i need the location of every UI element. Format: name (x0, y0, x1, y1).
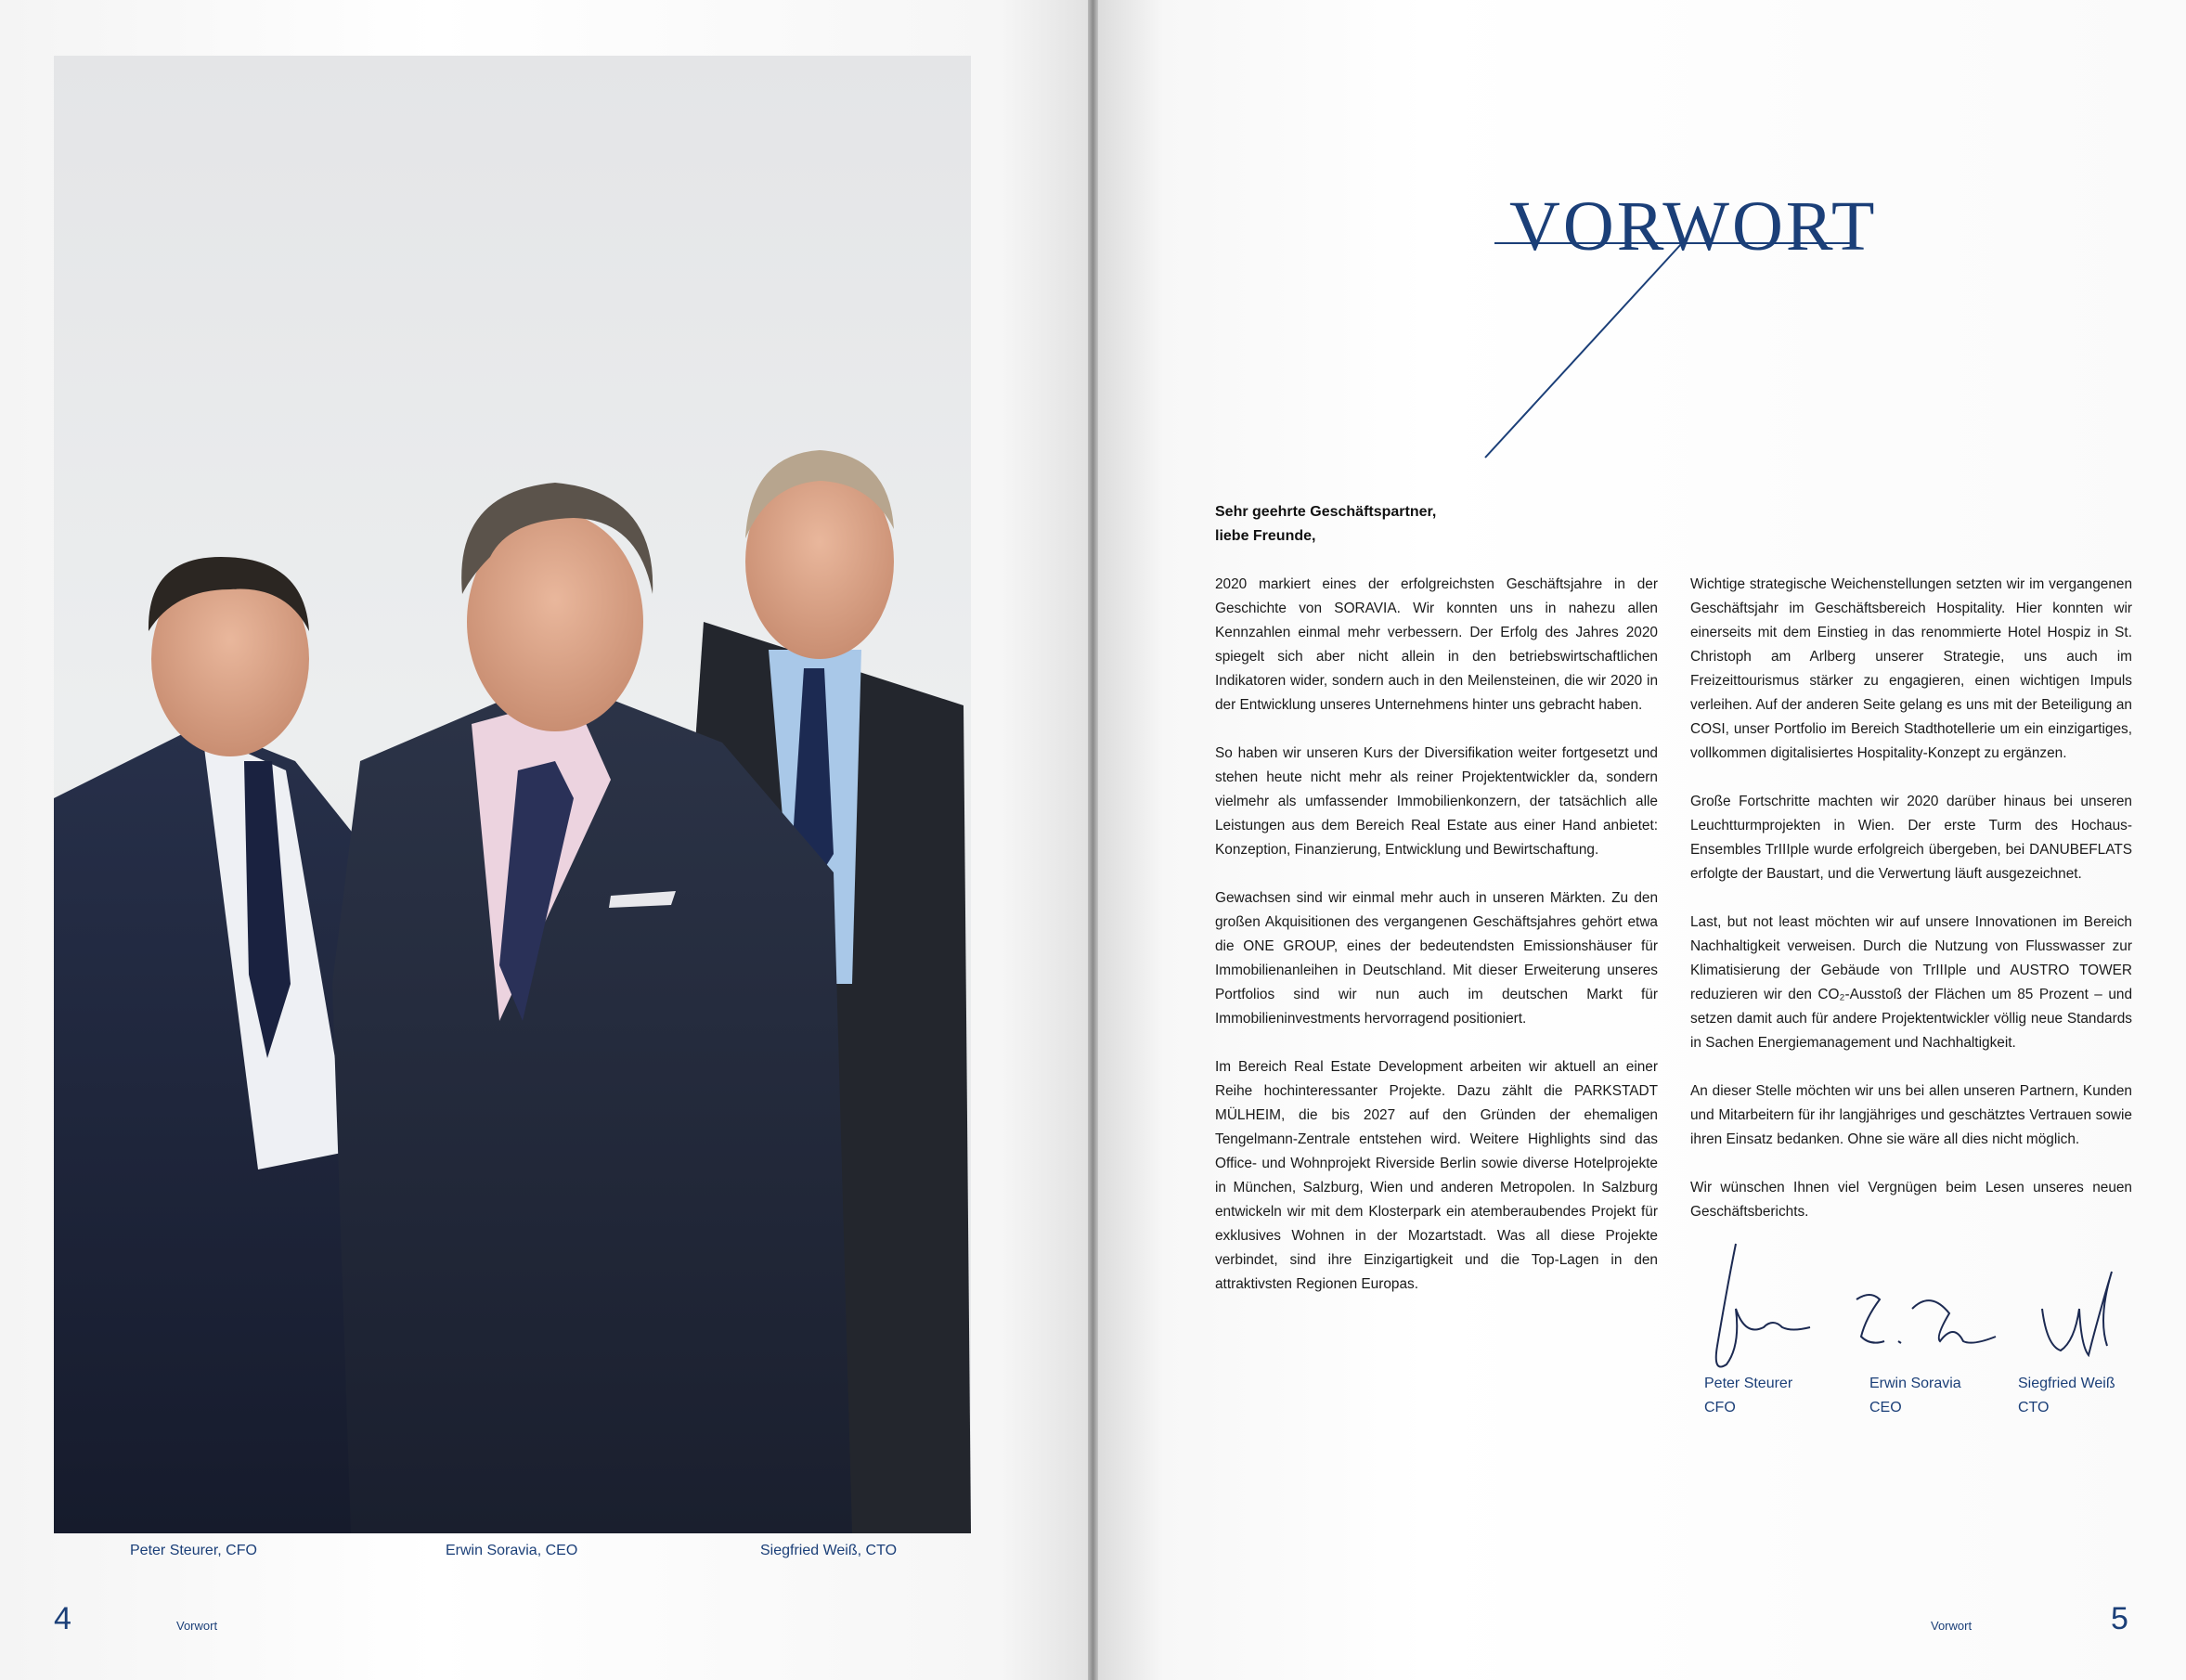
paragraph: Große Fortschritte machten wir 2020 darüber hinaus bei unseren Leuchtturmprojekten in Wien. Der erste Turm des Hochaus-Ensembles TrIIIple wurde erfolgreich übergeben, bei DANUBEFLATS erfolgte der Baustart, und die Verwertung läuft ausgezeichnet. (1690, 794, 2132, 882)
signatory-name: Erwin Soravia (1869, 1376, 1961, 1391)
paragraph: Gewachsen sind wir einmal mehr auch in unseren Märkten. Zu den großen Akquisitionen des vergangenen Geschäftsjahres gehört etwa die ONE GROUP, eines der bedeutendsten Emissionshäuser für Immobilienanleihen in Deutschland. Mit dieser Erweiterung unseres Portfolios sind wir nun auch im deutschen Markt für Immobilieninvestments hervorragend positioniert. (1215, 890, 1658, 1027)
signatory-soravia (1869, 1372, 1961, 1420)
salutation (1215, 500, 1436, 549)
page-number-right: 5 (2111, 1601, 2128, 1636)
text-column-left (1215, 573, 1658, 1321)
page-number-left: 4 (54, 1601, 71, 1636)
executive-photo-illustration (54, 56, 971, 1533)
signatory-steurer (1704, 1372, 1792, 1420)
title-decoration-lines (1476, 232, 1866, 464)
salutation-line-1: Sehr geehrte Geschäftspartner, (1215, 504, 1437, 520)
running-head-left: Vorwort (176, 1619, 218, 1633)
photo-caption-steurer: Peter Steurer, CFO (130, 1543, 257, 1558)
paragraph: An dieser Stelle möchten wir uns bei allen unseren Partnern, Kunden und Mitarbeitern für ihr langjähriges und geschätztes Vertrauen sowie ihren Einsatz bedanken. Ohne sie wäre all dies nicht möglich. (1690, 1083, 2132, 1147)
paragraph: So haben wir unseren Kurs der Diversifikation weiter fortgesetzt und stehen heute nicht mehr als reiner Projektentwickler da, sondern vielmehr als umfassender Immobilienkonzern, der tatsächlich alle Leistungen aus dem Bereich Real Estate aus einer Hand anbietet: Konzeption, Finanzierung, Entwicklung und Bewirtschaftung. (1215, 745, 1658, 858)
photo-caption-soravia: Erwin Soravia, CEO (446, 1543, 578, 1558)
paragraph: Wichtige strategische Weichenstellungen setzten wir im vergangenen Geschäftsjahr im Geschäftsbereich Hospitality. Hier konnten wir einerseits mit dem Einstieg in das renommierte Hotel Hospiz in St. Christoph am Arlberg unserer Strategie, uns auch im Freizeittourismus stärker zu engagieren, einen wichtigen Impuls verleihen. Auf der anderen Seite gelang es uns mit der Beteiligung an COSI, unser Portfolio im Bereich Stadthotellerie um ein einzigartiges, vollkommen digitalisiertes Hospitality-Konzept zu ergänzen. (1690, 576, 2132, 761)
paragraph: Wir wünschen Ihnen viel Vergnügen beim Lesen unseres neuen Geschäftsberichts. (1690, 1180, 2132, 1220)
text-column-right (1690, 573, 2132, 1248)
signatures (1699, 1234, 2144, 1383)
running-head-right: Vorwort (1931, 1619, 1973, 1633)
signatory-role: CTO (2018, 1400, 2050, 1415)
executive-photo (54, 56, 971, 1533)
signatory-name: Peter Steurer (1704, 1376, 1793, 1391)
signatory-role: CEO (1869, 1400, 1902, 1415)
signatory-role: CFO (1704, 1400, 1736, 1415)
salutation-line-2: liebe Freunde, (1215, 528, 1316, 544)
book-gutter (1088, 0, 1098, 1680)
photo-caption-weiss: Siegfried Weiß, CTO (760, 1543, 898, 1558)
page-title: VORWORT (1509, 187, 1878, 265)
signatory-name: Siegfried Weiß (2018, 1376, 2115, 1391)
paragraph: Last, but not least möchten wir auf unsere Innovationen im Bereich Nachhaltigkeit verweisen. Durch die Nutzung von Flusswasser zur Klimatisierung der Gebäude von TrIIIple und AUSTRO TOWER reduzieren wir den CO₂-Ausstoß der Flächen um 85 Prozent – und setzen damit auch für andere Projektentwickler völlig neue Standards in Sachen Energiemanagement und Nachhaltigkeit. (1690, 914, 2132, 1051)
paragraph: 2020 markiert eines der erfolgreichsten Geschäftsjahre in der Geschichte von SORAVIA. Wir konnten uns in nahezu allen Kennzahlen einmal mehr verbessern. Der Erfolg des Jahres 2020 spiegelt sich aber nicht allein in den betriebswirtschaftlichen Indikatoren wider, sondern auch in den Meilensteinen, die wir 2020 in der Entwicklung unseres Unternehmens hinter uns gebracht haben. (1215, 576, 1658, 713)
left-page (0, 0, 1088, 1680)
paragraph: Im Bereich Real Estate Development arbeiten wir aktuell an einer Reihe hochinteressanter Projekte. Dazu zählt die PARKSTADT MÜLHEIM, die bis 2027 auf den Gründen der ehemaligen Tengelmann-Zentrale entstehen wird. Weitere Highlights sind das Office- und Wohnprojekt Riverside Berlin sowie diverse Hotelprojekte in München, Salzburg, Wien und anderen Metropolen. In Salzburg entwickeln wir mit dem Klosterpark ein atemberaubendes Projekt für exklusives Wohnen in der Mozartstadt. Was all diese Projekte verbindet, sind ihre Einzigartigkeit und die Top-Lagen in den attraktivsten Regionen Europas. (1215, 1059, 1658, 1292)
signatory-weiss (2018, 1372, 2115, 1420)
